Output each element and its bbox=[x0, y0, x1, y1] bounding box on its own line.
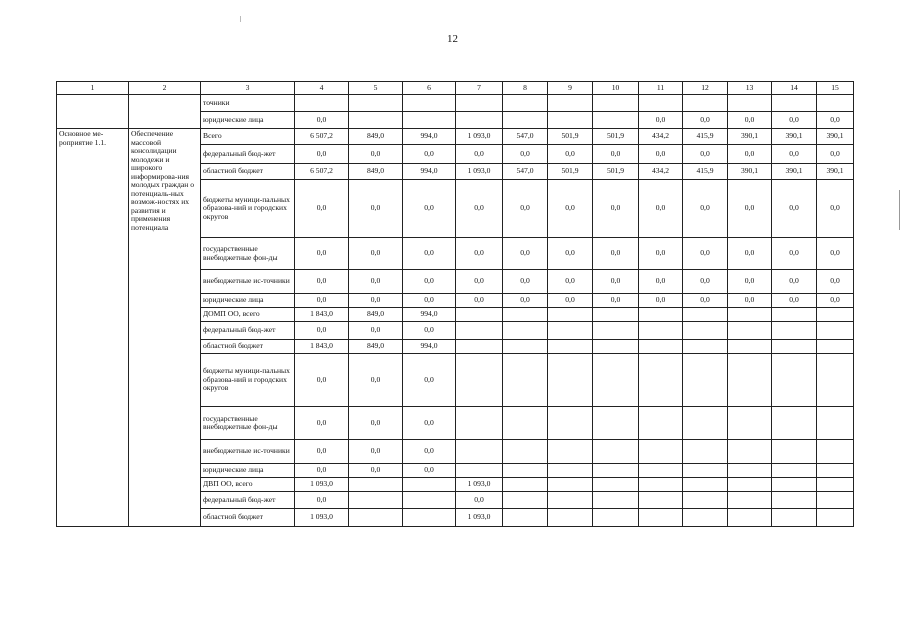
value-cell: 0,0 bbox=[403, 354, 456, 407]
funding-source-cell: внебюджетные ис-точники bbox=[201, 270, 295, 294]
value-cell bbox=[403, 95, 456, 112]
value-cell: 0,0 bbox=[639, 294, 683, 308]
value-cell bbox=[728, 509, 772, 527]
value-cell bbox=[728, 95, 772, 112]
value-cell bbox=[772, 492, 817, 509]
value-cell: 0,0 bbox=[817, 112, 854, 129]
value-cell bbox=[503, 464, 548, 478]
value-cell: 501,9 bbox=[548, 164, 593, 180]
value-cell bbox=[772, 308, 817, 322]
value-cell bbox=[548, 340, 593, 354]
value-cell: 0,0 bbox=[593, 294, 639, 308]
value-cell bbox=[817, 308, 854, 322]
value-cell bbox=[593, 340, 639, 354]
value-cell bbox=[639, 440, 683, 464]
value-cell bbox=[456, 407, 503, 440]
budget-table bbox=[56, 81, 854, 527]
value-cell: 0,0 bbox=[683, 294, 728, 308]
value-cell: 0,0 bbox=[456, 492, 503, 509]
value-cell bbox=[456, 322, 503, 340]
column-number-header: 15 bbox=[817, 82, 854, 95]
value-cell bbox=[548, 492, 593, 509]
value-cell: 0,0 bbox=[683, 270, 728, 294]
value-cell: 849,0 bbox=[349, 164, 403, 180]
value-cell bbox=[456, 95, 503, 112]
value-cell bbox=[403, 492, 456, 509]
funding-source-cell: государственные внебюджетные фон-ды bbox=[201, 407, 295, 440]
value-cell: 0,0 bbox=[593, 238, 639, 270]
page-number: 12 bbox=[447, 33, 458, 45]
value-cell: 390,1 bbox=[772, 129, 817, 145]
value-cell bbox=[349, 509, 403, 527]
value-cell: 994,0 bbox=[403, 340, 456, 354]
value-cell bbox=[639, 340, 683, 354]
column-number-header: 4 bbox=[295, 82, 349, 95]
value-cell bbox=[503, 322, 548, 340]
value-cell bbox=[639, 407, 683, 440]
value-cell: 0,0 bbox=[593, 145, 639, 164]
value-cell bbox=[503, 308, 548, 322]
value-cell: 6 507,2 bbox=[295, 129, 349, 145]
value-cell: 547,0 bbox=[503, 164, 548, 180]
value-cell: 501,9 bbox=[548, 129, 593, 145]
value-cell bbox=[403, 478, 456, 492]
value-cell: 0,0 bbox=[349, 238, 403, 270]
value-cell: 0,0 bbox=[772, 145, 817, 164]
column-number-header: 3 bbox=[201, 82, 295, 95]
scan-edge-mark bbox=[899, 190, 900, 230]
value-cell bbox=[593, 308, 639, 322]
value-cell: 0,0 bbox=[456, 294, 503, 308]
value-cell bbox=[548, 354, 593, 407]
value-cell: 0,0 bbox=[295, 270, 349, 294]
value-cell bbox=[593, 440, 639, 464]
value-cell: 390,1 bbox=[817, 164, 854, 180]
value-cell bbox=[817, 478, 854, 492]
value-cell bbox=[349, 112, 403, 129]
value-cell: 1 843,0 bbox=[295, 308, 349, 322]
value-cell bbox=[639, 492, 683, 509]
value-cell bbox=[593, 354, 639, 407]
value-cell bbox=[639, 308, 683, 322]
value-cell bbox=[548, 407, 593, 440]
value-cell bbox=[817, 354, 854, 407]
value-cell bbox=[728, 308, 772, 322]
value-cell bbox=[503, 95, 548, 112]
funding-source-cell: федеральный бюд-жет bbox=[201, 322, 295, 340]
value-cell: 0,0 bbox=[548, 270, 593, 294]
column-number-header: 14 bbox=[772, 82, 817, 95]
value-cell bbox=[503, 112, 548, 129]
value-cell bbox=[503, 492, 548, 509]
value-cell bbox=[817, 492, 854, 509]
value-cell bbox=[772, 95, 817, 112]
value-cell bbox=[503, 354, 548, 407]
measure-description-cell: Обеспечение массовой консолидации молодежи и широкого информирова-ния молодых граждан о потенциаль-ных возмож-ностях их развития и применения потенциала bbox=[129, 129, 201, 527]
value-cell: 0,0 bbox=[817, 270, 854, 294]
value-cell: 6 507,2 bbox=[295, 164, 349, 180]
funding-source-cell: точники bbox=[201, 95, 295, 112]
column-number-row bbox=[57, 82, 854, 95]
funding-source-cell: юридические лица bbox=[201, 294, 295, 308]
value-cell: 0,0 bbox=[456, 145, 503, 164]
value-cell: 0,0 bbox=[349, 145, 403, 164]
value-cell bbox=[503, 340, 548, 354]
value-cell bbox=[772, 340, 817, 354]
value-cell bbox=[683, 492, 728, 509]
value-cell: 0,0 bbox=[683, 112, 728, 129]
value-cell: 0,0 bbox=[503, 238, 548, 270]
value-cell bbox=[728, 440, 772, 464]
value-cell: 0,0 bbox=[503, 180, 548, 238]
value-cell bbox=[772, 322, 817, 340]
value-cell: 415,9 bbox=[683, 129, 728, 145]
column-number-header: 10 bbox=[593, 82, 639, 95]
value-cell bbox=[728, 322, 772, 340]
value-cell bbox=[639, 509, 683, 527]
value-cell bbox=[548, 308, 593, 322]
column-number-header: 8 bbox=[503, 82, 548, 95]
value-cell: 0,0 bbox=[349, 407, 403, 440]
funding-source-cell: областной бюджет bbox=[201, 509, 295, 527]
value-cell: 547,0 bbox=[503, 129, 548, 145]
value-cell bbox=[593, 478, 639, 492]
value-cell: 1 093,0 bbox=[456, 478, 503, 492]
value-cell bbox=[817, 322, 854, 340]
value-cell: 0,0 bbox=[295, 407, 349, 440]
value-cell bbox=[593, 322, 639, 340]
value-cell: 0,0 bbox=[728, 238, 772, 270]
funding-source-cell: юридические лица bbox=[201, 464, 295, 478]
value-cell: 501,9 bbox=[593, 129, 639, 145]
value-cell bbox=[548, 478, 593, 492]
value-cell bbox=[683, 464, 728, 478]
value-cell bbox=[503, 407, 548, 440]
value-cell: 0,0 bbox=[772, 270, 817, 294]
column-number-header: 13 bbox=[728, 82, 772, 95]
value-cell: 0,0 bbox=[728, 145, 772, 164]
value-cell: 0,0 bbox=[639, 238, 683, 270]
value-cell: 1 843,0 bbox=[295, 340, 349, 354]
column-number-header: 1 bbox=[57, 82, 129, 95]
funding-source-cell: юридические лица bbox=[201, 112, 295, 129]
value-cell bbox=[403, 509, 456, 527]
value-cell bbox=[593, 509, 639, 527]
column-number-header: 11 bbox=[639, 82, 683, 95]
value-cell bbox=[683, 509, 728, 527]
measure-description-cell bbox=[129, 95, 201, 129]
value-cell bbox=[548, 464, 593, 478]
value-cell bbox=[349, 478, 403, 492]
column-number-header: 6 bbox=[403, 82, 456, 95]
value-cell: 0,0 bbox=[295, 112, 349, 129]
value-cell: 0,0 bbox=[403, 180, 456, 238]
value-cell bbox=[683, 407, 728, 440]
value-cell: 0,0 bbox=[503, 294, 548, 308]
value-cell bbox=[639, 478, 683, 492]
value-cell bbox=[728, 407, 772, 440]
value-cell bbox=[772, 407, 817, 440]
value-cell bbox=[349, 492, 403, 509]
value-cell: 0,0 bbox=[349, 354, 403, 407]
value-cell bbox=[503, 509, 548, 527]
value-cell: 0,0 bbox=[349, 270, 403, 294]
value-cell: 0,0 bbox=[295, 294, 349, 308]
value-cell bbox=[639, 464, 683, 478]
value-cell bbox=[683, 354, 728, 407]
value-cell: 0,0 bbox=[817, 180, 854, 238]
value-cell: 0,0 bbox=[403, 440, 456, 464]
value-cell: 0,0 bbox=[639, 270, 683, 294]
value-cell: 0,0 bbox=[728, 270, 772, 294]
value-cell: 434,2 bbox=[639, 164, 683, 180]
value-cell: 0,0 bbox=[295, 440, 349, 464]
value-cell bbox=[456, 440, 503, 464]
value-cell: 0,0 bbox=[817, 145, 854, 164]
value-cell: 0,0 bbox=[683, 238, 728, 270]
value-cell bbox=[593, 407, 639, 440]
value-cell: 390,1 bbox=[817, 129, 854, 145]
value-cell bbox=[817, 407, 854, 440]
value-cell: 0,0 bbox=[349, 180, 403, 238]
value-cell bbox=[548, 95, 593, 112]
value-cell bbox=[593, 95, 639, 112]
value-cell: 0,0 bbox=[403, 407, 456, 440]
value-cell: 0,0 bbox=[548, 238, 593, 270]
value-cell bbox=[295, 95, 349, 112]
value-cell bbox=[772, 440, 817, 464]
value-cell bbox=[456, 340, 503, 354]
value-cell bbox=[683, 440, 728, 464]
value-cell: 994,0 bbox=[403, 129, 456, 145]
value-cell: 501,9 bbox=[593, 164, 639, 180]
value-cell: 0,0 bbox=[728, 180, 772, 238]
value-cell: 1 093,0 bbox=[456, 129, 503, 145]
column-number-header: 9 bbox=[548, 82, 593, 95]
value-cell: 1 093,0 bbox=[456, 164, 503, 180]
value-cell: 0,0 bbox=[456, 238, 503, 270]
table-row bbox=[57, 129, 854, 145]
value-cell bbox=[548, 112, 593, 129]
value-cell bbox=[817, 509, 854, 527]
value-cell: 849,0 bbox=[349, 308, 403, 322]
value-cell: 0,0 bbox=[503, 270, 548, 294]
value-cell: 1 093,0 bbox=[456, 509, 503, 527]
value-cell: 0,0 bbox=[639, 145, 683, 164]
value-cell: 0,0 bbox=[772, 294, 817, 308]
value-cell: 0,0 bbox=[403, 238, 456, 270]
value-cell bbox=[728, 464, 772, 478]
value-cell bbox=[772, 464, 817, 478]
value-cell: 0,0 bbox=[683, 145, 728, 164]
value-cell: 0,0 bbox=[817, 294, 854, 308]
value-cell bbox=[349, 95, 403, 112]
value-cell: 0,0 bbox=[295, 180, 349, 238]
measure-name-cell: Основное ме-роприятие 1.1. bbox=[57, 129, 129, 527]
value-cell: 0,0 bbox=[403, 322, 456, 340]
value-cell bbox=[683, 95, 728, 112]
funding-source-cell: федеральный бюд-жет bbox=[201, 145, 295, 164]
value-cell: 0,0 bbox=[548, 294, 593, 308]
value-cell: 1 093,0 bbox=[295, 478, 349, 492]
funding-source-cell: государственные внебюджетные фон-ды bbox=[201, 238, 295, 270]
value-cell: 994,0 bbox=[403, 308, 456, 322]
value-cell: 0,0 bbox=[593, 180, 639, 238]
value-cell bbox=[817, 95, 854, 112]
value-cell: 0,0 bbox=[683, 180, 728, 238]
value-cell: 415,9 bbox=[683, 164, 728, 180]
value-cell: 0,0 bbox=[639, 112, 683, 129]
funding-source-cell: областной бюджет bbox=[201, 340, 295, 354]
value-cell bbox=[639, 354, 683, 407]
column-number-header: 7 bbox=[456, 82, 503, 95]
value-cell bbox=[548, 322, 593, 340]
value-cell bbox=[683, 478, 728, 492]
value-cell bbox=[772, 509, 817, 527]
value-cell bbox=[456, 308, 503, 322]
value-cell: 0,0 bbox=[349, 294, 403, 308]
value-cell: 0,0 bbox=[403, 294, 456, 308]
value-cell: 0,0 bbox=[728, 112, 772, 129]
value-cell: 0,0 bbox=[295, 145, 349, 164]
value-cell: 0,0 bbox=[817, 238, 854, 270]
value-cell bbox=[683, 340, 728, 354]
value-cell: 0,0 bbox=[403, 464, 456, 478]
value-cell: 0,0 bbox=[548, 145, 593, 164]
value-cell: 0,0 bbox=[403, 145, 456, 164]
scan-mark bbox=[240, 16, 241, 22]
column-number-header: 5 bbox=[349, 82, 403, 95]
value-cell bbox=[772, 354, 817, 407]
value-cell bbox=[593, 112, 639, 129]
value-cell: 994,0 bbox=[403, 164, 456, 180]
value-cell bbox=[728, 478, 772, 492]
funding-source-cell: Всего bbox=[201, 129, 295, 145]
value-cell bbox=[639, 95, 683, 112]
value-cell: 0,0 bbox=[548, 180, 593, 238]
funding-source-cell: ДОМП ОО, всего bbox=[201, 308, 295, 322]
value-cell bbox=[817, 340, 854, 354]
value-cell: 849,0 bbox=[349, 129, 403, 145]
column-number-header: 2 bbox=[129, 82, 201, 95]
value-cell bbox=[403, 112, 456, 129]
value-cell bbox=[817, 440, 854, 464]
value-cell: 0,0 bbox=[456, 180, 503, 238]
value-cell: 0,0 bbox=[403, 270, 456, 294]
value-cell: 0,0 bbox=[295, 322, 349, 340]
value-cell bbox=[772, 478, 817, 492]
value-cell bbox=[728, 340, 772, 354]
column-number-header: 12 bbox=[683, 82, 728, 95]
table-row bbox=[57, 95, 854, 112]
budget-table-body bbox=[57, 82, 854, 527]
value-cell bbox=[683, 308, 728, 322]
funding-source-cell: ДВП ОО, всего bbox=[201, 478, 295, 492]
value-cell: 849,0 bbox=[349, 340, 403, 354]
value-cell bbox=[683, 322, 728, 340]
value-cell bbox=[548, 509, 593, 527]
funding-source-cell: внебюджетные ис-точники bbox=[201, 440, 295, 464]
value-cell: 0,0 bbox=[728, 294, 772, 308]
value-cell bbox=[548, 440, 593, 464]
value-cell: 434,2 bbox=[639, 129, 683, 145]
value-cell: 390,1 bbox=[728, 129, 772, 145]
value-cell bbox=[639, 322, 683, 340]
value-cell: 0,0 bbox=[772, 112, 817, 129]
value-cell bbox=[456, 354, 503, 407]
funding-source-cell: областной бюджет bbox=[201, 164, 295, 180]
value-cell: 0,0 bbox=[295, 354, 349, 407]
funding-source-cell: федеральный бюд-жет bbox=[201, 492, 295, 509]
value-cell: 0,0 bbox=[639, 180, 683, 238]
value-cell: 0,0 bbox=[349, 322, 403, 340]
value-cell: 1 093,0 bbox=[295, 509, 349, 527]
value-cell bbox=[456, 464, 503, 478]
value-cell: 390,1 bbox=[772, 164, 817, 180]
value-cell: 0,0 bbox=[456, 270, 503, 294]
value-cell: 0,0 bbox=[503, 145, 548, 164]
value-cell bbox=[503, 478, 548, 492]
funding-source-cell: бюджеты муници-пальных образова-ний и городских округов bbox=[201, 180, 295, 238]
value-cell: 0,0 bbox=[295, 238, 349, 270]
value-cell: 0,0 bbox=[349, 440, 403, 464]
value-cell: 390,1 bbox=[728, 164, 772, 180]
funding-source-cell: бюджеты муници-пальных образова-ний и городских округов bbox=[201, 354, 295, 407]
value-cell bbox=[593, 492, 639, 509]
value-cell: 0,0 bbox=[295, 464, 349, 478]
value-cell: 0,0 bbox=[772, 180, 817, 238]
value-cell bbox=[456, 112, 503, 129]
value-cell bbox=[728, 492, 772, 509]
value-cell bbox=[503, 440, 548, 464]
value-cell bbox=[593, 464, 639, 478]
value-cell bbox=[728, 354, 772, 407]
value-cell: 0,0 bbox=[295, 492, 349, 509]
value-cell: 0,0 bbox=[349, 464, 403, 478]
value-cell: 0,0 bbox=[772, 238, 817, 270]
value-cell bbox=[817, 464, 854, 478]
value-cell: 0,0 bbox=[593, 270, 639, 294]
measure-name-cell bbox=[57, 95, 129, 129]
